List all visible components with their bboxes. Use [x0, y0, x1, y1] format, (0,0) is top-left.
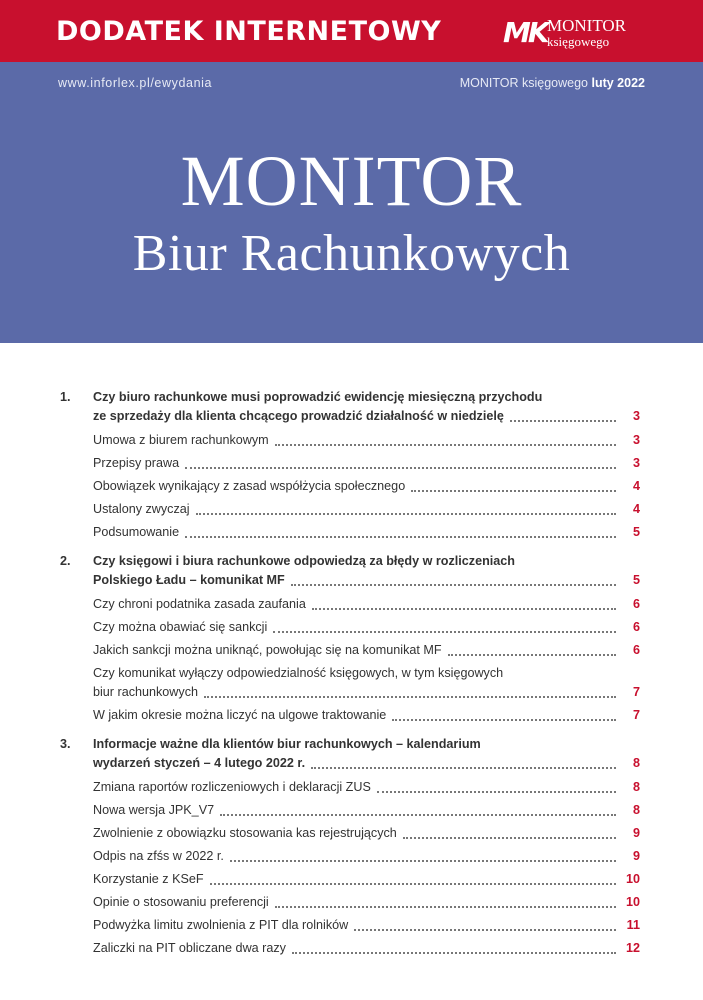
- toc-entry-title: Umowa z biurem rachunkowym: [93, 433, 269, 447]
- page-number: 10: [625, 872, 640, 886]
- section-title-line-1: Czy księgowi i biura rachunkowe odpowiedzą za błędy w rozliczeniach: [93, 554, 515, 568]
- leader-dots: [196, 512, 616, 515]
- issue-date: luty 2022: [591, 76, 645, 90]
- page-number: 6: [632, 620, 640, 634]
- monitor-ksiegowego-logo: [503, 14, 653, 50]
- leader-dots: [291, 583, 616, 586]
- toc-section-heading[interactable]: [60, 552, 640, 590]
- page-number: 6: [632, 643, 640, 657]
- toc-entry-title-line-1: Czy komunikat wyłączy odpowiedzialność księgowych, w tym księgowych: [93, 666, 504, 680]
- page-number: 4: [632, 502, 640, 516]
- page-number: 7: [632, 685, 640, 699]
- page-number: 8: [632, 803, 640, 817]
- toc-entry-title: Nowa wersja JPK_V7: [93, 803, 215, 817]
- leader-dots: [411, 489, 616, 492]
- toc-entry[interactable]: [93, 891, 640, 914]
- leader-dots: [312, 607, 616, 610]
- toc-entry-title: Przepisy prawa: [93, 456, 180, 470]
- leader-dots: [510, 419, 616, 422]
- page-number: 3: [632, 433, 640, 447]
- cover-title-line-2: Biur Rachunkowych: [132, 225, 571, 282]
- toc-entry-title: Jakich sankcji można uniknąć, powołując się na komunikat MF: [93, 643, 442, 657]
- page-number: 9: [632, 826, 640, 840]
- toc-entry-title: Zmiana raportów rozliczeniowych i deklaracji ZUS: [93, 780, 371, 794]
- page-number: 12: [625, 941, 640, 955]
- toc-entry-title: Czy chroni podatnika zasada zaufania: [93, 597, 306, 611]
- page-number: 8: [632, 780, 640, 794]
- toc-entry[interactable]: [93, 822, 640, 845]
- logo-mark-icon: MK: [503, 16, 547, 49]
- toc-entry-title: Odpis na zfśs w 2022 r.: [93, 849, 224, 863]
- page-number: 4: [632, 479, 640, 493]
- toc-entry[interactable]: [93, 704, 640, 727]
- toc-entry-title: Zaliczki na PIT obliczane dwa razy: [93, 941, 286, 955]
- page-number: 8: [632, 756, 640, 770]
- toc-section-heading[interactable]: [60, 388, 640, 426]
- toc-entry-title: Podsumowanie: [93, 525, 180, 539]
- toc-entry-title: Zwolnienie z obowiązku stosowania kas rejestrujących: [93, 826, 397, 840]
- section-number: 3.: [60, 737, 71, 751]
- website-link[interactable]: www.inforlex.pl/ewydania: [58, 76, 213, 90]
- page-number: 9: [632, 849, 640, 863]
- toc-entry[interactable]: [93, 593, 640, 616]
- toc-entry[interactable]: [93, 776, 640, 799]
- toc-entry[interactable]: [93, 914, 640, 937]
- supplement-title: DODATEK INTERNETOWY: [56, 16, 442, 47]
- leader-dots: [204, 695, 616, 698]
- section-title-line-2: wydarzeń styczeń – 4 lutego 2022 r.: [93, 756, 306, 770]
- toc-entry[interactable]: [93, 498, 640, 521]
- toc-entry[interactable]: [93, 429, 640, 452]
- section-title-line-2: ze sprzedaży dla klienta chcącego prowadzić działalność w niedzielę: [93, 409, 504, 423]
- leader-dots: [273, 630, 616, 633]
- leader-dots: [448, 653, 616, 656]
- leader-dots: [311, 766, 616, 769]
- section-title-line-1: Informacje ważne dla klientów biur rachunkowych – kalendarium: [93, 737, 481, 751]
- page-number: 10: [625, 895, 640, 909]
- leader-dots: [354, 928, 616, 931]
- toc-entry[interactable]: [93, 616, 640, 639]
- toc-section: [60, 388, 640, 544]
- leader-dots: [377, 790, 616, 793]
- toc-entry-title: Obowiązek wynikający z zasad współżycia społecznego: [93, 479, 406, 493]
- toc-entry[interactable]: [93, 475, 640, 498]
- page-number: 11: [626, 918, 640, 932]
- leader-dots: [403, 836, 616, 839]
- toc-entry-title: Czy można obawiać się sankcji: [93, 620, 268, 634]
- logo-subtitle: księgowego: [547, 34, 610, 49]
- page-number: 5: [632, 573, 640, 587]
- leader-dots: [220, 813, 616, 816]
- toc-entry[interactable]: [93, 937, 640, 960]
- toc-entry-title: Podwyżka limitu zwolnienia z PIT dla rolników: [93, 918, 349, 932]
- table-of-contents: [60, 388, 640, 968]
- toc-entry[interactable]: [93, 868, 640, 891]
- page-number: 5: [632, 525, 640, 539]
- toc-entry[interactable]: [93, 845, 640, 868]
- page-number: 3: [632, 456, 640, 470]
- toc-entry-title: Opinie o stosowaniu preferencji: [93, 895, 269, 909]
- leader-dots: [230, 859, 616, 862]
- page-number: 6: [632, 597, 640, 611]
- leader-dots: [210, 882, 616, 885]
- toc-entry-title: Ustalony zwyczaj: [93, 502, 190, 516]
- toc-entry[interactable]: [93, 521, 640, 544]
- toc-entry[interactable]: [60, 662, 640, 704]
- issue-publication: MONITOR księgowego: [459, 76, 588, 90]
- cover-title-line-1: MONITOR: [180, 141, 523, 221]
- toc-entry-title: biur rachunkowych: [93, 685, 198, 699]
- page-number: 7: [632, 708, 640, 722]
- logo-name: MONITOR: [547, 16, 627, 35]
- toc-entry[interactable]: [93, 639, 640, 662]
- toc-entry[interactable]: [93, 452, 640, 475]
- toc-entry-title: W jakim okresie można liczyć na ulgowe traktowanie: [93, 708, 387, 722]
- leader-dots: [292, 951, 616, 954]
- toc-section: [60, 552, 640, 727]
- leader-dots: [392, 718, 616, 721]
- page-number: 3: [632, 409, 640, 423]
- toc-entry[interactable]: [93, 799, 640, 822]
- leader-dots: [185, 466, 616, 469]
- toc-section-heading[interactable]: [60, 735, 640, 773]
- section-title-line-1: Czy biuro rachunkowe musi poprowadzić ewidencję miesięczną przychodu: [93, 390, 543, 404]
- leader-dots: [275, 905, 616, 908]
- section-number: 1.: [60, 390, 71, 404]
- toc-section: [60, 735, 640, 960]
- section-title-line-2: Polskiego Ładu – komunikat MF: [93, 573, 285, 587]
- section-number: 2.: [60, 554, 71, 568]
- leader-dots: [185, 535, 616, 538]
- toc-entry-title: Korzystanie z KSeF: [93, 872, 204, 886]
- issue-info: [460, 76, 645, 90]
- leader-dots: [275, 443, 616, 446]
